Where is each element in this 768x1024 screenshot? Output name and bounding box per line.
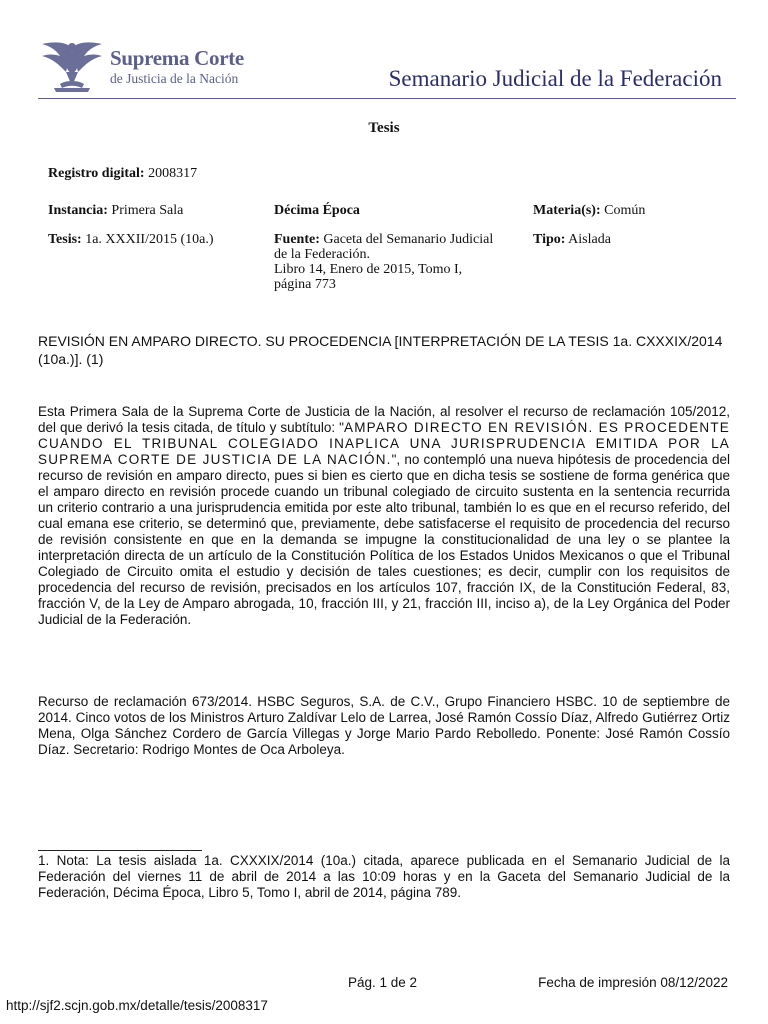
header-divider (38, 98, 736, 99)
precedente: Recurso de reclamación 673/2014. HSBC Seguros, S.A. de C.V., Grupo Financiero HSBC. 10 de septiembre de 2014. Cinco votos de los Ministros Arturo Zaldívar Lelo de Larrea, José Ramón Cossío Díaz, Alfredo Gutiérrez Ortiz Mena, Olga Sánchez Cordero de García Villegas y Jorge Mario Pardo Rebolledo. Ponente: José Ramón Cossío Díaz. Secretario: Rodrigo Montes de Oca Arboleya. (38, 694, 730, 757)
materia (533, 203, 645, 218)
fuente-label: Fuente: (274, 232, 320, 247)
fuente-line4: página 773 (274, 277, 336, 292)
epoca (274, 203, 360, 218)
registro-digital (48, 166, 197, 181)
logo-text-line2: de Justicia de la Nación (110, 71, 239, 86)
body-part-3: ", no contempló una nueva hipótesis de procedencia del recurso de revisión en amparo directo, pues si bien es cierto que en dicha tesis se sostiene de forma genérica que el amparo directo en revisión procede cuando un tribunal colegiado de circuito sustenta en la sentencia recurrida un criterio contrario a una jurisprudencia emitida por este alto tribunal, también lo es que en el recurso referido, del cual emana ese criterio, se determinó que, previamente, debe satisfacerse el requisito de procedencia del recurso de revisión consistente en que en la demanda se impugne la constitucionalidad de una ley o se plantee la interpretación directa de un artículo de la Constitución Política de los Estados Unidos Mexicanos o que el Tribunal Colegiado de Circuito omita el estudio y decisión de tales cuestiones; es decir, cumplir con los requisitos de procedencia del recurso de revisión, precisados en los artículos 107, fracción IX, de la Constitución Federal, 83, fracción V, de la Ley de Amparo abrogada, 10, fracción III, y 21, fracción III, inciso a), de la Ley Orgánica del Poder Judicial de la Federación. (38, 452, 730, 627)
materia-value: Común (604, 203, 646, 218)
epoca-value: Décima Época (274, 203, 360, 218)
fuente-line3: Libro 14, Enero de 2015, Tomo I, (274, 262, 463, 277)
registro-value: 2008317 (148, 166, 198, 181)
footnote-divider (38, 850, 202, 851)
page-number: Pág. 1 de 2 (348, 975, 418, 990)
tesis-label: Tesis: (48, 232, 82, 247)
instancia (48, 203, 183, 218)
print-date: Fecha de impresión 08/12/2022 (538, 975, 728, 990)
scjn-logo (36, 38, 276, 94)
fuente (274, 232, 524, 292)
instancia-value: Primera Sala (111, 203, 184, 218)
footnote: 1. Nota: La tesis aislada 1a. CXXXIX/2014 (10a.) citada, aparece publicada en el Semanario Judicial de la Federación del viernes 11 de abril de 2014 a las 10:09 horas y en la Gaceta del Semanario Judicial de la Federación, Décima Época, Libro 5, Tomo I, abril de 2014, página 789. (38, 853, 730, 900)
materia-label: Materia(s): (533, 203, 601, 218)
fuente-line2: de la Federación. (274, 247, 371, 262)
registro-label: Registro digital: (48, 166, 145, 181)
source-url[interactable]: http://sjf2.scjn.gob.mx/detalle/tesis/2008317 (6, 998, 268, 1013)
tipo-label: Tipo: (533, 232, 566, 247)
tesis-value: 1a. XXXII/2015 (10a.) (85, 232, 214, 247)
publication-title: Semanario Judicial de la Federación (388, 66, 722, 91)
fuente-line1: Gaceta del Semanario Judicial (323, 232, 494, 247)
tipo-value: Aislada (568, 232, 611, 247)
instancia-label: Instancia: (48, 203, 108, 218)
eagle-emblem-icon (36, 38, 108, 94)
tesis-rubro: REVISIÓN EN AMPARO DIRECTO. SU PROCEDENCIA [INTERPRETACIÓN DE LA TESIS 1a. CXXXIX/2014 (10a.)]. (1) (38, 333, 723, 367)
body-part-1: Esta Primera Sala de la Suprema Corte de Justicia de la Nación, al resolver el recurso de reclamación 105/2012, del que derivó la tesis citada, de título y subtítulo: " (38, 404, 730, 435)
tesis-number (48, 232, 214, 247)
logo-text-line1: Suprema Corte (110, 46, 244, 70)
tesis-body (38, 404, 730, 628)
tipo (533, 232, 611, 247)
cited-thesis-title: AMPARO DIRECTO EN REVISIÓN. ES PROCEDENTE CUANDO EL TRIBUNAL COLEGIADO INAPLICA UNA JURISPRUDENCIA EMITIDA POR LA SUPREMA CORTE DE JUSTICIA DE LA NACIÓN. (38, 420, 730, 467)
document-heading: Tesis (368, 120, 400, 136)
